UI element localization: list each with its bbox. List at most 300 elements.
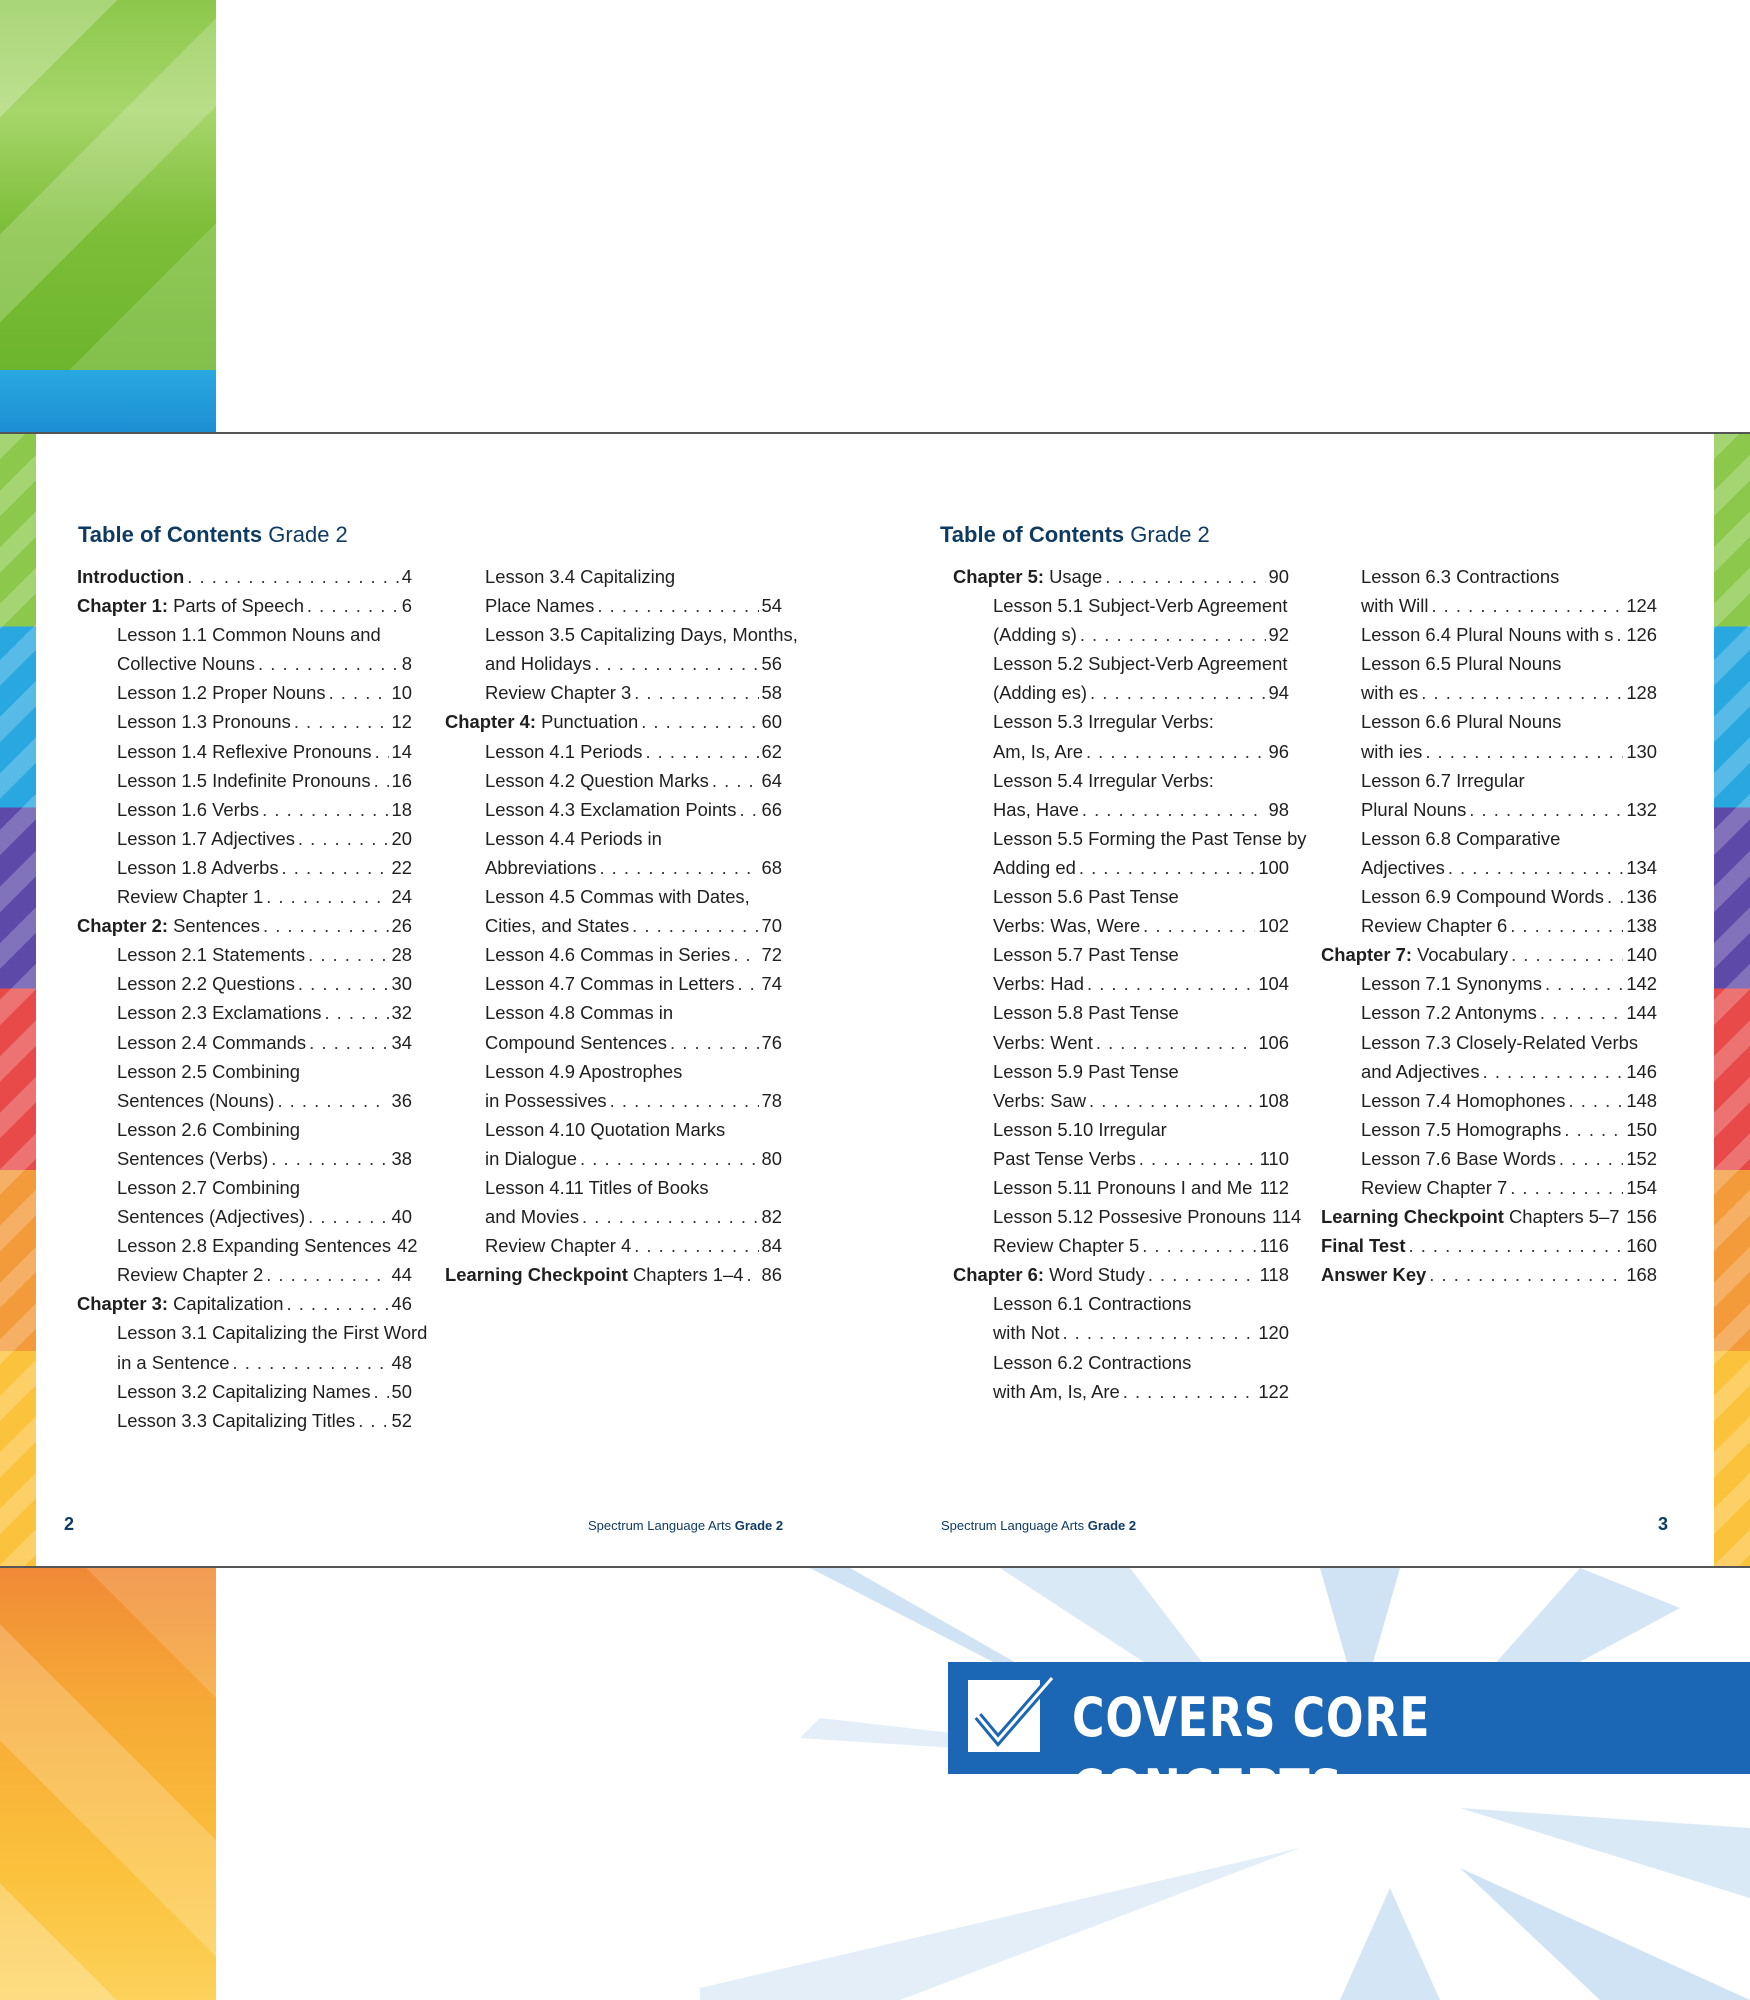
dot-leader [733, 944, 758, 966]
toc-page-number: 120 [1258, 1322, 1289, 1344]
toc-page-number: 160 [1626, 1235, 1657, 1257]
toc-entry-heading: Chapter 7: [1321, 944, 1412, 966]
toc-entry [445, 1148, 782, 1177]
toc-entry [445, 1235, 782, 1264]
dot-leader [632, 915, 758, 937]
toc-entry-text: Review Chapter 1 [117, 886, 264, 908]
toc-page-number: 16 [391, 769, 412, 791]
toc-entry-label [1361, 799, 1466, 821]
toc-entry-text: (Adding es) [993, 682, 1088, 704]
dot-leader [737, 973, 758, 995]
toc-entry [953, 1002, 1289, 1031]
toc-entry-label [993, 770, 1214, 792]
toc-page-number: 140 [1626, 944, 1657, 966]
toc-entry-text: Collective Nouns [117, 653, 255, 675]
dot-leader [746, 1264, 758, 1286]
dot-leader [610, 1090, 759, 1112]
left-page-footer [588, 1518, 783, 1533]
toc-entry [445, 741, 782, 770]
toc-entry-text: Lesson 6.2 Contractions [993, 1351, 1192, 1373]
toc-entry [1321, 944, 1657, 973]
dot-leader [594, 653, 758, 675]
toc-entry-text: Lesson 5.12 Possesive Pronouns [993, 1206, 1266, 1228]
toc-entry-label [117, 1381, 371, 1403]
toc-entry-text: Lesson 3.3 Capitalizing Titles [117, 1409, 356, 1431]
toc-entry-text: in Dialogue [485, 1147, 578, 1169]
toc-entry [77, 799, 412, 828]
toc-entry-text: Lesson 4.4 Periods in [485, 827, 662, 849]
toc-entry-label [1361, 828, 1560, 850]
toc-entry-label [485, 741, 642, 763]
toc-entry [953, 1352, 1289, 1381]
toc-entry-label [993, 624, 1077, 646]
toc-entry-text: Sentences (Adjectives) [117, 1206, 306, 1228]
toc-entry-text: Verbs: Had [993, 973, 1084, 995]
toc-entry-text: Lesson 4.11 Titles of Books [485, 1176, 709, 1198]
toc-entry-label [993, 1352, 1191, 1374]
toc-entry-text: and Holidays [485, 653, 592, 675]
toc-page-number: 70 [761, 915, 782, 937]
toc-entry [1321, 1235, 1657, 1264]
toc-entry-text: with Am, Is, Are [993, 1380, 1120, 1402]
toc-entry [953, 1381, 1289, 1410]
toc-entry [1321, 915, 1657, 944]
dot-leader [1143, 915, 1255, 937]
toc-entry-text: Lesson 5.5 Forming the Past Tense by [993, 827, 1307, 849]
toc-entry-text: Lesson 6.8 Comparative [1361, 827, 1561, 849]
toc-entry [77, 1381, 412, 1410]
toc-page-number: 96 [1268, 740, 1289, 762]
toc-entry-text: Lesson 3.2 Capitalizing Names [117, 1380, 371, 1402]
toc-entry [1321, 1148, 1657, 1177]
toc-page-number: 80 [761, 1147, 782, 1169]
toc-entry-text: Chapters 5–7 [1503, 1206, 1620, 1228]
toc-entry [445, 566, 782, 595]
toc-page-number: 144 [1626, 1002, 1657, 1024]
page-edge-color-bar-right [1714, 434, 1750, 1566]
toc-entry-text: Lesson 6.7 Irregular [1361, 769, 1525, 791]
toc-entry-label [117, 857, 279, 879]
dot-leader [1421, 682, 1623, 704]
toc-entry-label [117, 653, 255, 675]
toc-page-number: 74 [761, 973, 782, 995]
toc-page-number: 14 [391, 740, 412, 762]
toc-page-number: 44 [391, 1264, 412, 1286]
toc-entry-label [993, 857, 1076, 879]
left-page-number: 2 [64, 1514, 75, 1534]
toc-entry [77, 1322, 428, 1351]
toc-entry-text: Lesson 4.1 Periods [485, 740, 643, 762]
dot-leader [308, 944, 388, 966]
toc-entry-label [485, 1177, 709, 1199]
book-spread [0, 432, 1750, 1568]
toc-page-number: 6 [401, 595, 412, 617]
toc-entry [445, 595, 782, 624]
toc-entry-label [993, 711, 1214, 733]
toc-entry [953, 944, 1289, 973]
toc-entry-label [485, 1148, 577, 1170]
toc-entry-label [993, 1206, 1266, 1228]
dot-leader [641, 711, 758, 733]
toc-entry-label [117, 944, 305, 966]
toc-entry-text: in Possessives [485, 1089, 607, 1111]
toc-entry [77, 886, 412, 915]
toc-entry-label [993, 1061, 1179, 1083]
toc-entry [953, 770, 1289, 799]
toc-entry [1321, 1119, 1657, 1148]
toc-entry-label [117, 886, 263, 908]
toc-entry-text: Lesson 5.9 Past Tense [993, 1060, 1179, 1082]
dot-leader [634, 682, 758, 704]
toc-entry-label [117, 1235, 391, 1257]
dot-leader [187, 566, 399, 588]
toc-entry-text: Review Chapter 4 [485, 1235, 632, 1257]
toc-entry-label [445, 711, 638, 733]
toc-entry-heading: Final Test [1321, 1235, 1406, 1257]
toc-entry-label [993, 944, 1179, 966]
toc-entry-text: Review Chapter 7 [1361, 1176, 1508, 1198]
toc-entry-text: Lesson 5.1 Subject-Verb Agreement [993, 595, 1288, 617]
toc-entry-text: Lesson 2.3 Exclamations [117, 1002, 322, 1024]
toc-entry-label [1361, 595, 1428, 617]
toc-entry [1321, 595, 1657, 624]
toc-entry [1321, 1090, 1657, 1119]
toc-entry-text: Lesson 6.4 Plural Nouns with s [1361, 624, 1614, 646]
toc-entry [953, 1119, 1289, 1148]
toc-entry-text: Lesson 5.6 Past Tense [993, 886, 1179, 908]
toc-entry [953, 682, 1289, 711]
toc-page-number: 24 [391, 886, 412, 908]
toc-entry-label [953, 1264, 1145, 1286]
toc-entry [77, 1264, 412, 1293]
toc-entry-text: Lesson 1.8 Adverbs [117, 856, 279, 878]
toc-entry-label [117, 1264, 263, 1286]
toc-entry-label [993, 1177, 1252, 1199]
toc-entry-text: Lesson 5.2 Subject-Verb Agreement [993, 653, 1288, 675]
decorative-orange-strip [0, 1568, 216, 2000]
toc-entry [77, 1002, 412, 1031]
toc-grade-label: Grade 2 [268, 522, 348, 547]
toc-page-number: 36 [391, 1089, 412, 1111]
dot-leader [712, 770, 759, 792]
badge-text: COVERS CORE CONCEPTS [1072, 1686, 1431, 1821]
toc-entry [953, 1061, 1289, 1090]
toc-entry [77, 1061, 412, 1090]
toc-page-number: 94 [1268, 682, 1289, 704]
toc-page-number: 112 [1259, 1176, 1289, 1198]
toc-entry [445, 682, 782, 711]
toc-entry [1321, 973, 1657, 1002]
right-page-toc-column-1 [953, 566, 1307, 1410]
toc-page-number: 116 [1259, 1235, 1289, 1257]
toc-entry-text: Lesson 2.7 Combining [117, 1176, 300, 1198]
toc-entry [445, 857, 782, 886]
toc-page-number: 84 [761, 1235, 782, 1257]
toc-entry-label [117, 711, 291, 733]
toc-entry [1321, 886, 1657, 915]
toc-entry-label [1321, 944, 1508, 966]
toc-entry-label [1361, 1148, 1556, 1170]
toc-entry [953, 973, 1289, 1002]
toc-entry-text: Lesson 1.6 Verbs [117, 798, 260, 820]
toc-entry [445, 1264, 782, 1293]
toc-entry-label [485, 770, 709, 792]
toc-page-number: 86 [761, 1264, 782, 1286]
toc-entry-label [993, 973, 1084, 995]
toc-entry-label [485, 1002, 673, 1024]
toc-entry-label [1361, 682, 1418, 704]
toc-page-number: 4 [401, 566, 412, 587]
toc-entry [77, 1410, 412, 1439]
toc-page-number: 108 [1258, 1089, 1289, 1111]
dot-leader [271, 1148, 388, 1170]
toc-page-number: 22 [391, 856, 412, 878]
toc-entry-label [117, 770, 371, 792]
toc-entry [953, 595, 1289, 624]
dot-leader [375, 741, 389, 763]
toc-entry-heading: Chapter 2: [77, 915, 168, 937]
toc-page-number: 8 [401, 653, 412, 675]
dot-leader [298, 828, 389, 850]
toc-page-number: 152 [1626, 1147, 1657, 1169]
toc-entry [77, 1119, 412, 1148]
toc-entry-label [993, 1235, 1139, 1257]
toc-entry-label [993, 915, 1140, 937]
dot-leader [1089, 1090, 1255, 1112]
toc-entry-label [117, 973, 295, 995]
toc-page-number: 122 [1258, 1380, 1289, 1402]
dot-leader [1545, 973, 1623, 995]
dot-leader [1607, 886, 1623, 908]
toc-entry-label [485, 828, 662, 850]
toc-entry-text: Lesson 5.4 Irregular Verbs: [993, 769, 1214, 791]
toc-entry [77, 1206, 412, 1235]
toc-entry [1321, 1206, 1657, 1235]
toc-entry-text: Lesson 2.1 Statements [117, 944, 306, 966]
toc-entry [1321, 682, 1657, 711]
toc-entry-label [1321, 1235, 1405, 1257]
toc-entry-text: Lesson 6.1 Contractions [993, 1293, 1192, 1315]
toc-page-number: 28 [391, 944, 412, 966]
toc-entry [445, 653, 782, 682]
toc-page-number: 78 [761, 1089, 782, 1111]
toc-entry-label [485, 624, 798, 646]
toc-entry-label [993, 886, 1179, 908]
toc-page-number: 10 [391, 682, 412, 704]
dot-leader [294, 711, 389, 733]
toc-entry-label [1321, 1264, 1426, 1286]
toc-page-number: 98 [1268, 798, 1289, 820]
toc-page-number: 68 [761, 856, 782, 878]
toc-entry [1321, 1061, 1657, 1090]
toc-entry-heading: Chapter 5: [953, 566, 1044, 587]
toc-entry [953, 799, 1289, 828]
toc-entry-label [117, 682, 326, 704]
toc-entry [1321, 1264, 1657, 1293]
toc-entry [953, 857, 1289, 886]
toc-page-number: 92 [1268, 624, 1289, 646]
dot-leader [324, 1002, 388, 1024]
toc-entry-label [1361, 711, 1561, 733]
toc-entry-text: Lesson 7.1 Synonyms [1361, 973, 1542, 995]
left-page-toc-column-1 [77, 566, 428, 1439]
toc-entry [445, 1061, 782, 1090]
toc-entry-label [993, 1032, 1093, 1054]
toc-entry-label [117, 1119, 300, 1141]
toc-entry [1321, 711, 1657, 740]
right-page-title [940, 522, 1210, 548]
toc-page-number: 30 [391, 973, 412, 995]
toc-entry [953, 1032, 1289, 1061]
toc-entry [1321, 741, 1657, 770]
toc-entry-label [77, 915, 260, 937]
toc-page-number: 54 [761, 595, 782, 617]
toc-entry [77, 1235, 418, 1264]
toc-entry [1321, 653, 1657, 682]
dot-leader [670, 1032, 759, 1054]
dot-leader [1568, 1090, 1623, 1112]
dot-leader [1559, 1148, 1623, 1170]
toc-entry-label [1361, 1177, 1507, 1199]
toc-page-number: 148 [1626, 1089, 1657, 1111]
toc-entry-label [485, 944, 730, 966]
toc-page-number: 104 [1258, 973, 1289, 995]
dot-leader [298, 973, 389, 995]
toc-entry-label [993, 1090, 1086, 1112]
toc-entry [445, 1206, 782, 1235]
page-edge-color-bar-left [0, 434, 36, 1566]
toc-entry-heading: Learning Checkpoint [1321, 1206, 1504, 1228]
toc-entry [953, 566, 1289, 595]
toc-page-number: 156 [1626, 1206, 1657, 1228]
toc-entry [953, 624, 1289, 653]
toc-entry-label [117, 1148, 268, 1170]
toc-page-number: 52 [391, 1409, 412, 1431]
toc-entry [77, 1177, 412, 1206]
toc-entry-label [1361, 1090, 1565, 1112]
toc-title-label: Table of Contents [940, 522, 1125, 547]
toc-entry-label [485, 566, 675, 588]
toc-entry-label [993, 799, 1079, 821]
toc-page-number: 26 [391, 915, 412, 937]
toc-entry-label [993, 1148, 1136, 1170]
toc-entry [77, 770, 412, 799]
dot-leader [1079, 857, 1255, 879]
toc-entry-label [1361, 973, 1542, 995]
toc-entry-text: Cities, and States [485, 915, 630, 937]
toc-entry-text: Lesson 5.8 Past Tense [993, 1002, 1179, 1024]
dot-leader [1096, 1032, 1255, 1054]
toc-entry-text: (Adding s) [993, 624, 1077, 646]
toc-entry-label [485, 973, 734, 995]
toc-entry-text: Lesson 3.4 Capitalizing [485, 566, 676, 587]
decorative-blue-strip [0, 370, 216, 432]
dot-leader [262, 799, 388, 821]
dot-leader [263, 915, 389, 937]
toc-entry-text: Has, Have [993, 798, 1079, 820]
toc-entry-label [117, 1061, 300, 1083]
toc-entry-heading: Chapter 6: [953, 1264, 1044, 1286]
toc-entry-text: Sentences (Verbs) [117, 1147, 269, 1169]
dot-leader [282, 857, 389, 879]
toc-entry-label [1361, 1119, 1561, 1141]
toc-entry-text: Lesson 1.3 Pronouns [117, 711, 291, 733]
toc-entry-text: Lesson 5.3 Irregular Verbs: [993, 711, 1214, 733]
dot-leader [1080, 624, 1266, 646]
toc-entry-label [485, 1119, 725, 1141]
dot-leader [597, 595, 758, 617]
toc-page-number: 90 [1268, 566, 1289, 587]
toc-entry-label [485, 886, 750, 908]
dot-leader [266, 1264, 388, 1286]
toc-entry-label [1361, 886, 1604, 908]
toc-entry-label [77, 595, 304, 617]
toc-entry-text: Past Tense Verbs [993, 1147, 1136, 1169]
toc-entry [445, 770, 782, 799]
toc-entry-text: with es [1361, 682, 1419, 704]
toc-entry-text: Lesson 4.9 Apostrophes [485, 1060, 683, 1082]
dot-leader [1425, 741, 1623, 763]
dot-leader [1408, 1235, 1623, 1257]
toc-entry-label [1361, 624, 1614, 646]
toc-entry-text: Lesson 6.9 Compound Words [1361, 886, 1604, 908]
toc-entry [77, 1293, 412, 1322]
dot-leader [1148, 1264, 1257, 1286]
toc-entry-heading: Chapter 3: [77, 1293, 168, 1315]
toc-entry-label [117, 1032, 306, 1054]
dot-leader [309, 1032, 388, 1054]
toc-entry-text: Word Study [1043, 1264, 1145, 1286]
toc-entry-text: Vocabulary [1411, 944, 1509, 966]
toc-page-number: 150 [1626, 1118, 1657, 1140]
dot-leader [374, 770, 389, 792]
toc-entry-text: Chapters 1–4 [627, 1264, 744, 1286]
toc-entry-text: Capitalization [167, 1293, 284, 1315]
dot-leader [277, 1090, 388, 1112]
toc-entry-text: Lesson 5.10 Irregular [993, 1118, 1167, 1140]
toc-page-number: 110 [1259, 1147, 1289, 1169]
toc-entry [77, 741, 412, 770]
toc-page-number: 64 [761, 769, 782, 791]
dot-leader [1082, 799, 1266, 821]
toc-page-number: 82 [761, 1206, 782, 1228]
toc-entry [1321, 1032, 1657, 1061]
toc-page-number: 102 [1258, 915, 1289, 937]
left-page-toc-column-2 [445, 566, 798, 1293]
toc-entry-label [117, 1352, 229, 1374]
toc-page-number: 18 [391, 798, 412, 820]
toc-page-number: 76 [761, 1031, 782, 1053]
toc-page-number: 72 [761, 944, 782, 966]
toc-entry-label [993, 1322, 1059, 1344]
toc-page-number: 126 [1626, 624, 1657, 646]
toc-entry-text: Sentences (Nouns) [117, 1089, 275, 1111]
toc-entry-text: Lesson 1.1 Common Nouns and [117, 624, 381, 646]
toc-page-number: 40 [391, 1206, 412, 1228]
dot-leader [1139, 1148, 1257, 1170]
toc-entry-label [1361, 1032, 1638, 1054]
dot-leader [374, 1381, 389, 1403]
toc-entry-heading: Introduction [77, 566, 185, 587]
toc-entry [77, 1032, 412, 1061]
toc-entry-text: Verbs: Was, Were [993, 915, 1141, 937]
dot-leader [286, 1293, 388, 1315]
toc-entry-text: Lesson 4.10 Quotation Marks [485, 1118, 726, 1140]
dot-leader [599, 857, 758, 879]
toc-entry-text: Lesson 4.6 Commas in Series [485, 944, 731, 966]
toc-entry-text: Verbs: Went [993, 1031, 1093, 1053]
dot-leader [258, 653, 399, 675]
